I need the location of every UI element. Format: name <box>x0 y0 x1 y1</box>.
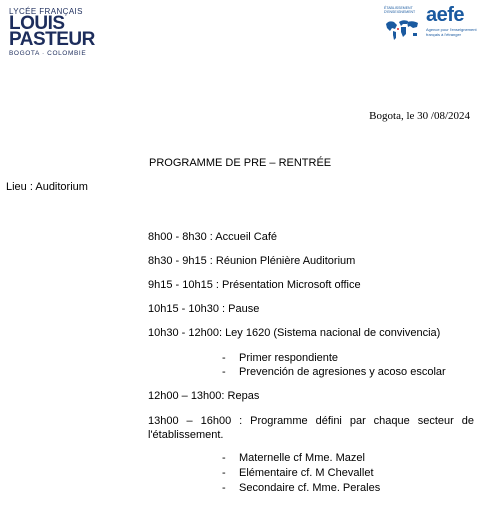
schedule-item: 9h15 - 10h15 : Présentation Microsoft office <box>148 279 361 291</box>
schedule-item: 10h30 - 12h00: Ley 1620 (Sistema nacional de convivencia) <box>148 327 441 339</box>
sector-bullet-item <box>222 482 380 495</box>
agency-logo <box>384 6 494 48</box>
bullet-marker: - <box>222 482 226 494</box>
sector-bullet-item <box>222 467 374 480</box>
bullet-text: Maternelle cf Mme. Mazel <box>239 452 365 464</box>
world-map-icon <box>384 16 420 42</box>
agency-logo-word: aefe <box>426 4 465 26</box>
ley-bullet-item <box>222 352 338 365</box>
schedule-item: 8h00 - 8h30 : Accueil Café <box>148 231 278 243</box>
location-line: Lieu : Auditorium <box>6 181 88 193</box>
date-line: Bogota, le 30 /08/2024 <box>369 110 470 122</box>
bullet-text: Prevención de agresiones y acoso escolar <box>239 366 446 378</box>
sector-bullet-item <box>222 452 365 465</box>
bullet-marker: - <box>222 366 226 378</box>
school-logo <box>9 7 101 57</box>
bullet-text: Primer respondiente <box>239 352 339 364</box>
schedule-item: 10h15 - 10h30 : Pause <box>148 303 260 315</box>
school-logo-top-line: LYCÉE FRANÇAIS <box>9 7 83 16</box>
bullet-marker: - <box>222 467 226 479</box>
school-logo-name-line1: LOUIS <box>9 13 65 34</box>
afternoon-paragraph: 13h00 – 16h00 : Programme défini par chaque secteur de l'établissement. <box>148 415 474 441</box>
schedule-item: 8h30 - 9h15 : Réunion Plénière Auditorium <box>148 255 356 267</box>
school-logo-name-line2: PASTEUR <box>9 29 95 50</box>
school-logo-city: BOGOTA · COLOMBIE <box>9 50 87 57</box>
page-title: PROGRAMME DE PRE – RENTRÉE <box>149 157 332 169</box>
bullet-marker: - <box>222 352 226 364</box>
bullet-marker: - <box>222 452 226 464</box>
ley-bullet-item <box>222 366 446 379</box>
bullet-text: Secondaire cf. Mme. Perales <box>239 482 381 494</box>
schedule-item: 12h00 – 13h00: Repas <box>148 390 260 402</box>
agency-logo-tagline: Agence pour l'enseignement français à l'étranger <box>426 27 477 37</box>
agency-logo-small-text: ÉTABLISSEMENT D'ENSEIGNEMENT <box>384 6 416 14</box>
bullet-text: Elémentaire cf. M Chevallet <box>239 467 374 479</box>
